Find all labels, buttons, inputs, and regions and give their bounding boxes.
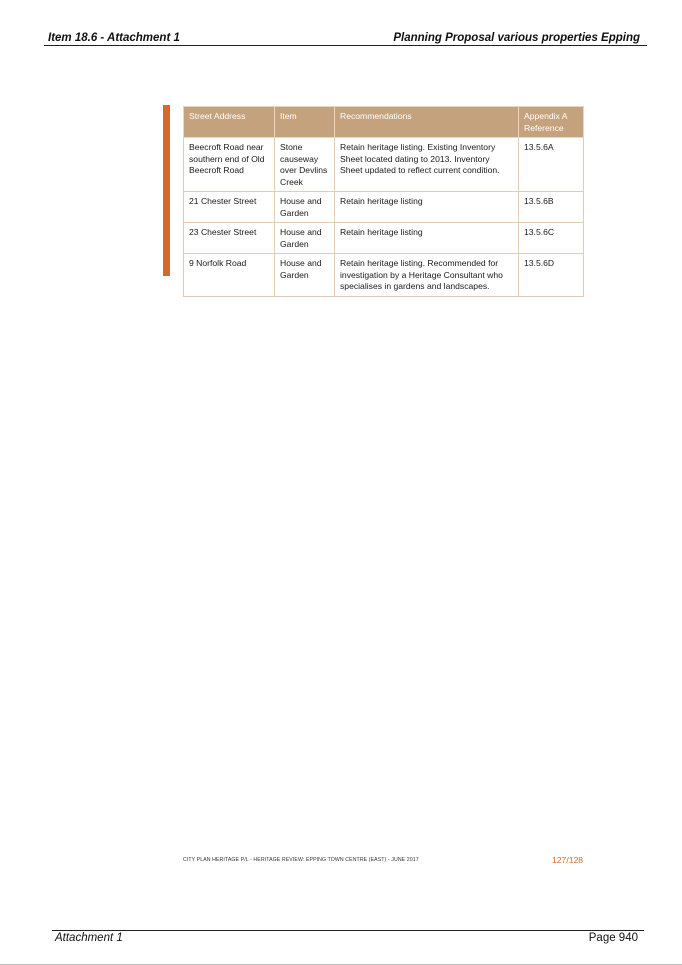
column-header-item: Item bbox=[275, 107, 335, 138]
column-header-appendix-reference: Appendix A Reference bbox=[519, 107, 584, 138]
table-row bbox=[184, 223, 584, 254]
document-page-number: 127/128 bbox=[552, 855, 584, 865]
header-document-title: Planning Proposal various properties Epping bbox=[393, 32, 640, 44]
column-header-street-address: Street Address bbox=[184, 107, 275, 138]
table-row bbox=[184, 192, 584, 223]
column-header-recommendations: Recommendations bbox=[335, 107, 519, 138]
header-rule bbox=[44, 45, 647, 46]
cell-reference: 13.5.6C bbox=[519, 223, 584, 254]
cell-recommendation: Retain heritage listing. Recommended for investigation by a Heritage Consultant who specialises in gardens and landscapes. bbox=[335, 254, 519, 297]
footer-attachment-label: Attachment 1 bbox=[55, 932, 123, 944]
accent-bar bbox=[163, 105, 170, 276]
cell-address: Beecroft Road near southern end of Old Beecroft Road bbox=[184, 138, 275, 192]
table-row bbox=[184, 254, 584, 297]
cell-recommendation: Retain heritage listing bbox=[335, 192, 519, 223]
cell-reference: 13.5.6A bbox=[519, 138, 584, 192]
cell-item: Stone causeway over Devlins Creek bbox=[275, 138, 335, 192]
cell-address: 21 Chester Street bbox=[184, 192, 275, 223]
cell-recommendation: Retain heritage listing. Existing Inventory Sheet located dating to 2013. Inventory Sheet updated to reflect current condition. bbox=[335, 138, 519, 192]
footer-rule bbox=[52, 930, 644, 931]
cell-address: 9 Norfolk Road bbox=[184, 254, 275, 297]
header-item-title: Item 18.6 - Attachment 1 bbox=[48, 32, 180, 44]
table-row bbox=[184, 138, 584, 192]
cell-reference: 13.5.6B bbox=[519, 192, 584, 223]
table-header-row bbox=[184, 107, 584, 138]
heritage-table bbox=[183, 106, 584, 297]
cell-reference: 13.5.6D bbox=[519, 254, 584, 297]
cell-item: House and Garden bbox=[275, 254, 335, 297]
cell-recommendation: Retain heritage listing bbox=[335, 223, 519, 254]
cell-item: House and Garden bbox=[275, 192, 335, 223]
document-footer-text: CITY PLAN HERITAGE P/L - HERITAGE REVIEW: EPPING TOWN CENTRE (EAST) - JUNE 2017 bbox=[183, 857, 419, 863]
footer-page-number: Page 940 bbox=[588, 932, 638, 944]
cell-item: House and Garden bbox=[275, 223, 335, 254]
cell-address: 23 Chester Street bbox=[184, 223, 275, 254]
